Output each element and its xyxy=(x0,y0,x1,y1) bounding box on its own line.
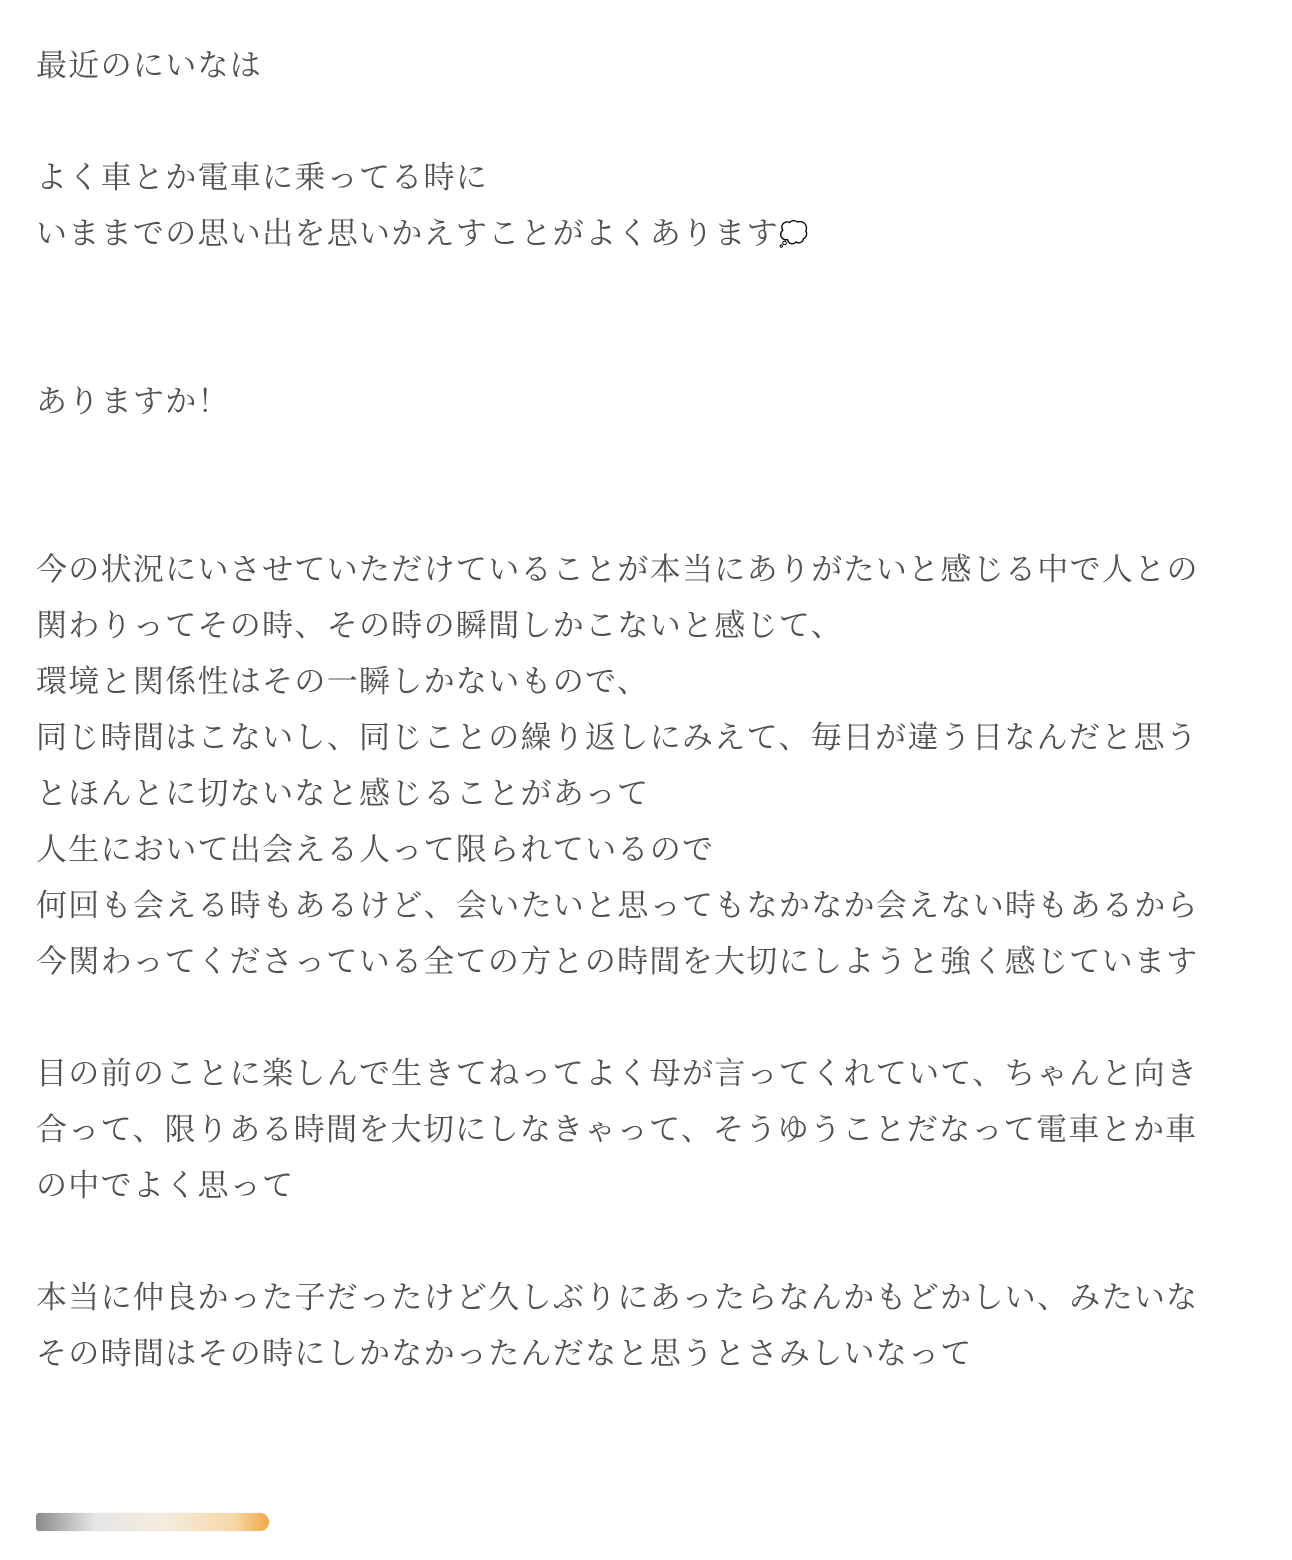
spacer xyxy=(36,486,1266,542)
spacer xyxy=(36,94,1266,150)
paragraph-4-line-3: の中でよく思って xyxy=(36,1168,295,1204)
paragraph-3-line-8: 今関わってくださっている全ての方との時間を大切にしようと強く感じています xyxy=(36,944,1199,980)
paragraph-4-line-2: 合って、限りある時間を大切にしなきゃって、そうゆうことだなって電車とか車 xyxy=(36,1112,1198,1148)
spacer xyxy=(36,318,1266,374)
paragraph-4-line-1: 目の前のことに楽しんで生きてねってよく母が言ってくれていて、ちゃんと向き xyxy=(36,1056,1199,1092)
decorative-divider-bar xyxy=(36,1513,269,1531)
paragraph-3-line-3: 環境と関係性はその一瞬しかないもので、 xyxy=(36,664,650,700)
paragraph-3-line-7: 何回も会える時もあるけど、会いたいと思ってもなかなか会えない時もあるから xyxy=(36,888,1199,924)
spacer xyxy=(36,990,1266,1046)
paragraph-1-line-2-text: いままでの思い出を思いかえすことがよくあります xyxy=(36,216,779,252)
paragraph-5-line-2: その時間はその時にしかなかったんだなと思うとさみしいなって xyxy=(36,1336,973,1372)
paragraph-2-line: ありますか！ xyxy=(36,384,230,420)
post-body xyxy=(36,38,1266,1382)
paragraph-3-line-2: 関わりってその時、その時の瞬間しかこないと感じて、 xyxy=(36,608,843,644)
spacer xyxy=(36,430,1266,486)
spacer xyxy=(36,1214,1266,1270)
paragraph-3-line-1: 今の状況にいさせていただけていることが本当にありがたいと感じる中で人との xyxy=(36,552,1199,588)
paragraph-3-line-4: 同じ時間はこないし、同じことの繰り返しにみえて、毎日が違う日なんだと思う xyxy=(36,720,1199,756)
paragraph-1-line-1: よく車とか電車に乗ってる時に xyxy=(36,160,489,196)
post-heading-line: 最近のにいなは xyxy=(36,48,263,84)
paragraph-3-line-6: 人生において出会える人って限られているので xyxy=(36,832,715,868)
thought-bubble-icon: 💭 xyxy=(778,220,811,248)
paragraph-1-line-2 xyxy=(36,206,1266,262)
paragraph-3-line-5: とほんとに切ないなと感じることがあって xyxy=(36,776,650,812)
spacer xyxy=(36,262,1266,318)
paragraph-5-line-1: 本当に仲良かった子だったけど久しぶりにあったらなんかもどかしい、みたいな xyxy=(36,1280,1199,1316)
